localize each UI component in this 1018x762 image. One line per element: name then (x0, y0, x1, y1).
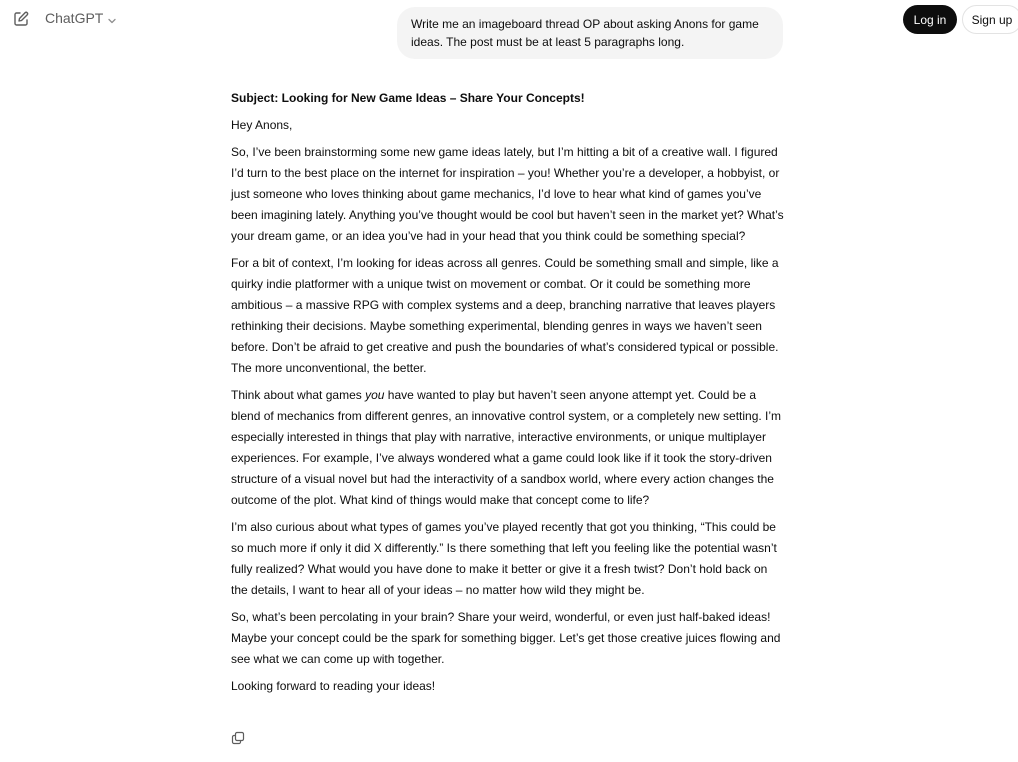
post-paragraph-1: So, I’ve been brainstorming some new game ideas lately, but I’m hitting a bit of a creative wall. I figured I’d turn to the best place on the internet for inspiration – you! Whether you’re a developer, a hobbyist, or just someone who loves thinking about game mechanics, I’d love to hear what kind of games you’ve been imagining lately. Anything you’ve thought would be cool but haven’t seen in the market yet? What’s your dream game, or an idea you’ve had in your head that you think could be something special? (231, 145, 784, 243)
post-paragraph-5: So, what’s been percolating in your brain? Share your weird, wonderful, or even just half-baked ideas! Maybe your concept could be the spark for something bigger. Let’s get those creative juices flowing and see what we can come up with together. (231, 610, 781, 666)
paragraph-3-start: Think about what games (231, 388, 366, 402)
model-name: ChatGPT (45, 10, 104, 26)
copy-icon[interactable] (231, 731, 245, 745)
post-paragraph-4: I’m also curious about what types of games you’ve played recently that got you thinking, “This could be so much more if only it did X differently.” Is there something that left you feeling like the potential wasn’t fully realized? What would you have done to make it better or give it a fresh twist? Don’t hold back on the details, I want to hear all of your ideas – no matter how wild they might be. (231, 520, 777, 597)
paragraph-3-rest: have wanted to play but haven’t seen anyone attempt yet. Could be a blend of mechanics from different genres, an innovative control system, or a completely new setting. I’m especially interested in things that play with narrative, interactive environments, or unique multiplayer experiences. For example, I’ve always wondered what a game could look like if it took the story-driven structure of a visual novel but had the interactivity of a sandbox world, where every action changes the outcome of the plot. What kind of things would make that concept come to life? (231, 388, 782, 507)
post-paragraph-2: For a bit of context, I’m looking for ideas across all genres. Could be something small and simple, like a quirky indie platformer with a unique twist on movement or combat. Or it could be something more ambitious – a massive RPG with complex systems and a deep, branching narrative that leaves players rethinking their decisions. Maybe something experimental, blending genres in ways we haven’t seen before. Don’t be afraid to get creative and push the boundaries of what’s considered typical or possible. The more unconventional, the better. (231, 256, 779, 375)
post-subject: Subject: Looking for New Game Ideas – Share Your Concepts! (231, 91, 585, 105)
signup-button[interactable]: Sign up (962, 5, 1018, 34)
new-chat-icon[interactable] (12, 10, 30, 28)
emphasis-you: you (365, 388, 385, 402)
user-message: Write me an imageboard thread OP about asking Anons for game ideas. The post must be at least 5 paragraphs long. (397, 7, 783, 59)
post-greeting: Hey Anons, (231, 118, 293, 132)
post-closing: Looking forward to reading your ideas! (231, 679, 436, 693)
post-paragraph-3 (231, 385, 786, 511)
chevron-down-icon (107, 13, 117, 23)
login-button[interactable]: Log in (903, 5, 957, 34)
assistant-message (231, 88, 786, 703)
model-selector[interactable] (45, 10, 117, 26)
